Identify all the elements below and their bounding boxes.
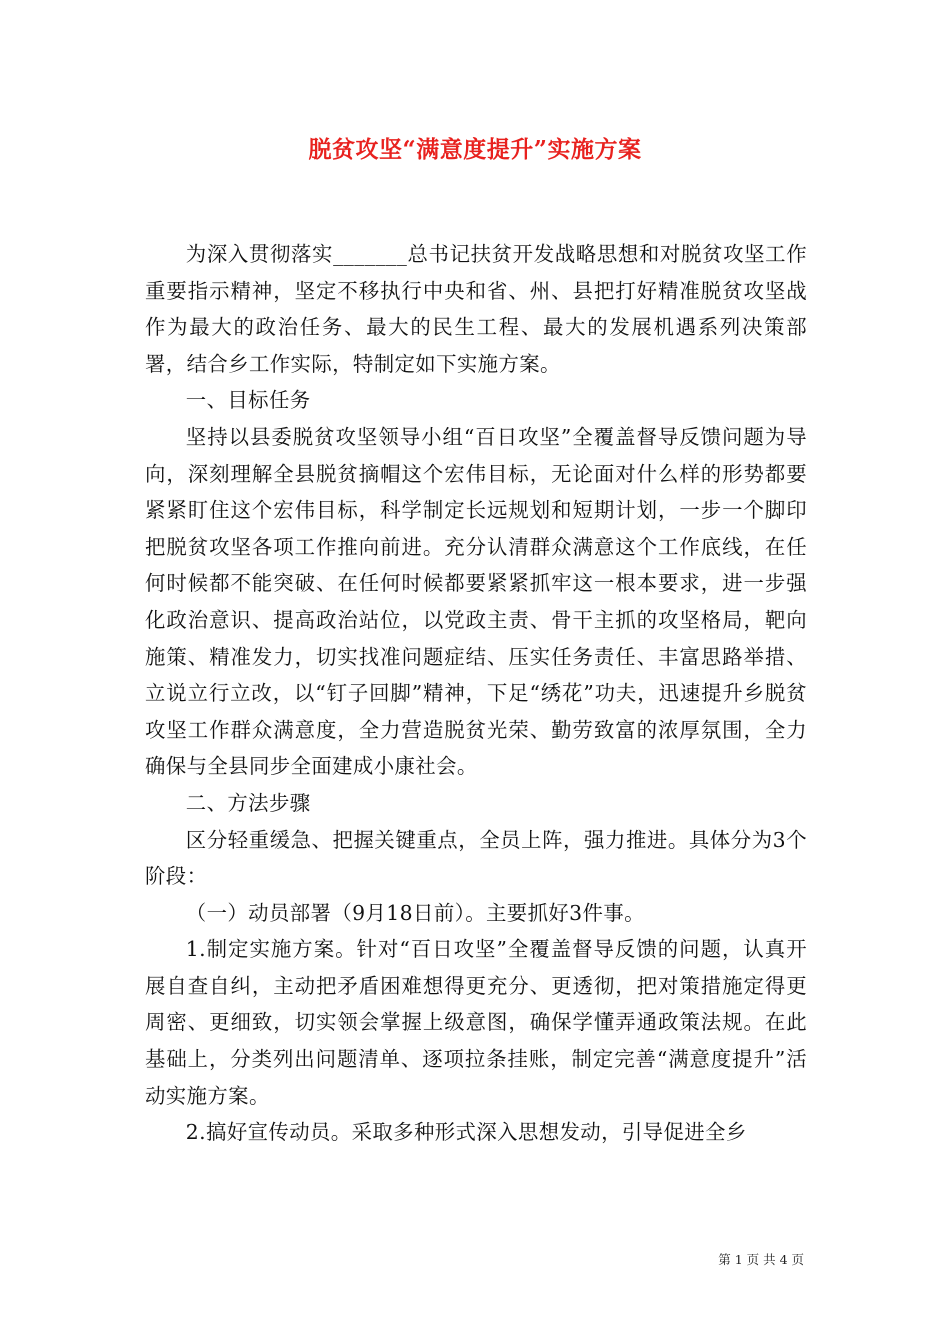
goals-paragraph: 坚持以县委脱贫攻坚领导小组“百日攻坚”全覆盖督导反馈问题为导向，深刻理解全县脱贫摘帽这个宏伟目标，无论面对什么样的形势都要紧紧盯住这个宏伟目标，科学制定长远规划和短期计划，一步一个脚印把脱贫攻坚各项工作推向前进。充分认清群众满意这个工作底线，在任何时候都不能突破、在任何时候都要紧紧抓牢这一根本要求，进一步强化政治意识、提高政治站位，以党政主责、骨干主抓的攻坚格局，靶向施策、精准发力，切实找准问题症结、压实任务责任、丰富思路举措、立说立行立改，以“钉子回脚”精神，下足“绣花”功夫，迅速提升乡脱贫攻坚工作群众满意度，全力营造脱贫光荣、勤劳致富的浓厚氛围，全力确保与全县同步全面建成小康社会。 [145, 424, 807, 779]
document-body [145, 236, 807, 1151]
subsection-heading-mobilization: （一）动员部署（9月18日前）。主要抓好3件事。 [185, 900, 645, 925]
item-2-paragraph: 2.搞好宣传动员。采取多种形式深入思想发动，引导促进全乡 [185, 1120, 747, 1145]
section-heading-methods: 二、方法步骤 [185, 790, 311, 815]
intro-paragraph: 为深入贯彻落实_______总书记扶贫开发战略思想和对脱贫攻坚工作重要指示精神，坚定不移执行中央和省、州、县把打好精准脱贫攻坚战作为最大的政治任务、最大的民生工程、最大的发展机遇系列决策部署，结合乡工作实际，特制定如下实施方案。 [145, 242, 807, 376]
methods-paragraph: 区分轻重缓急、把握关键重点，全员上阵，强力推进。具体分为3个阶段： [145, 827, 807, 889]
page-number-footer: 第 1 页 共 4 页 [718, 1252, 804, 1267]
section-heading-goals: 一、目标任务 [185, 388, 311, 413]
item-1-paragraph: 1.制定实施方案。针对“百日攻坚”全覆盖督导反馈的问题，认真开展自查自纠，主动把矛盾困难想得更充分、更透彻，把对策措施定得更周密、更细致，切实领会掌握上级意图，确保学懂弄通政策法规。在此基础上，分类列出问题清单、逐项拉条挂账，制定完善“满意度提升”活动实施方案。 [145, 937, 807, 1108]
page-title: 脱贫攻坚“满意度提升”实施方案 [308, 136, 642, 163]
